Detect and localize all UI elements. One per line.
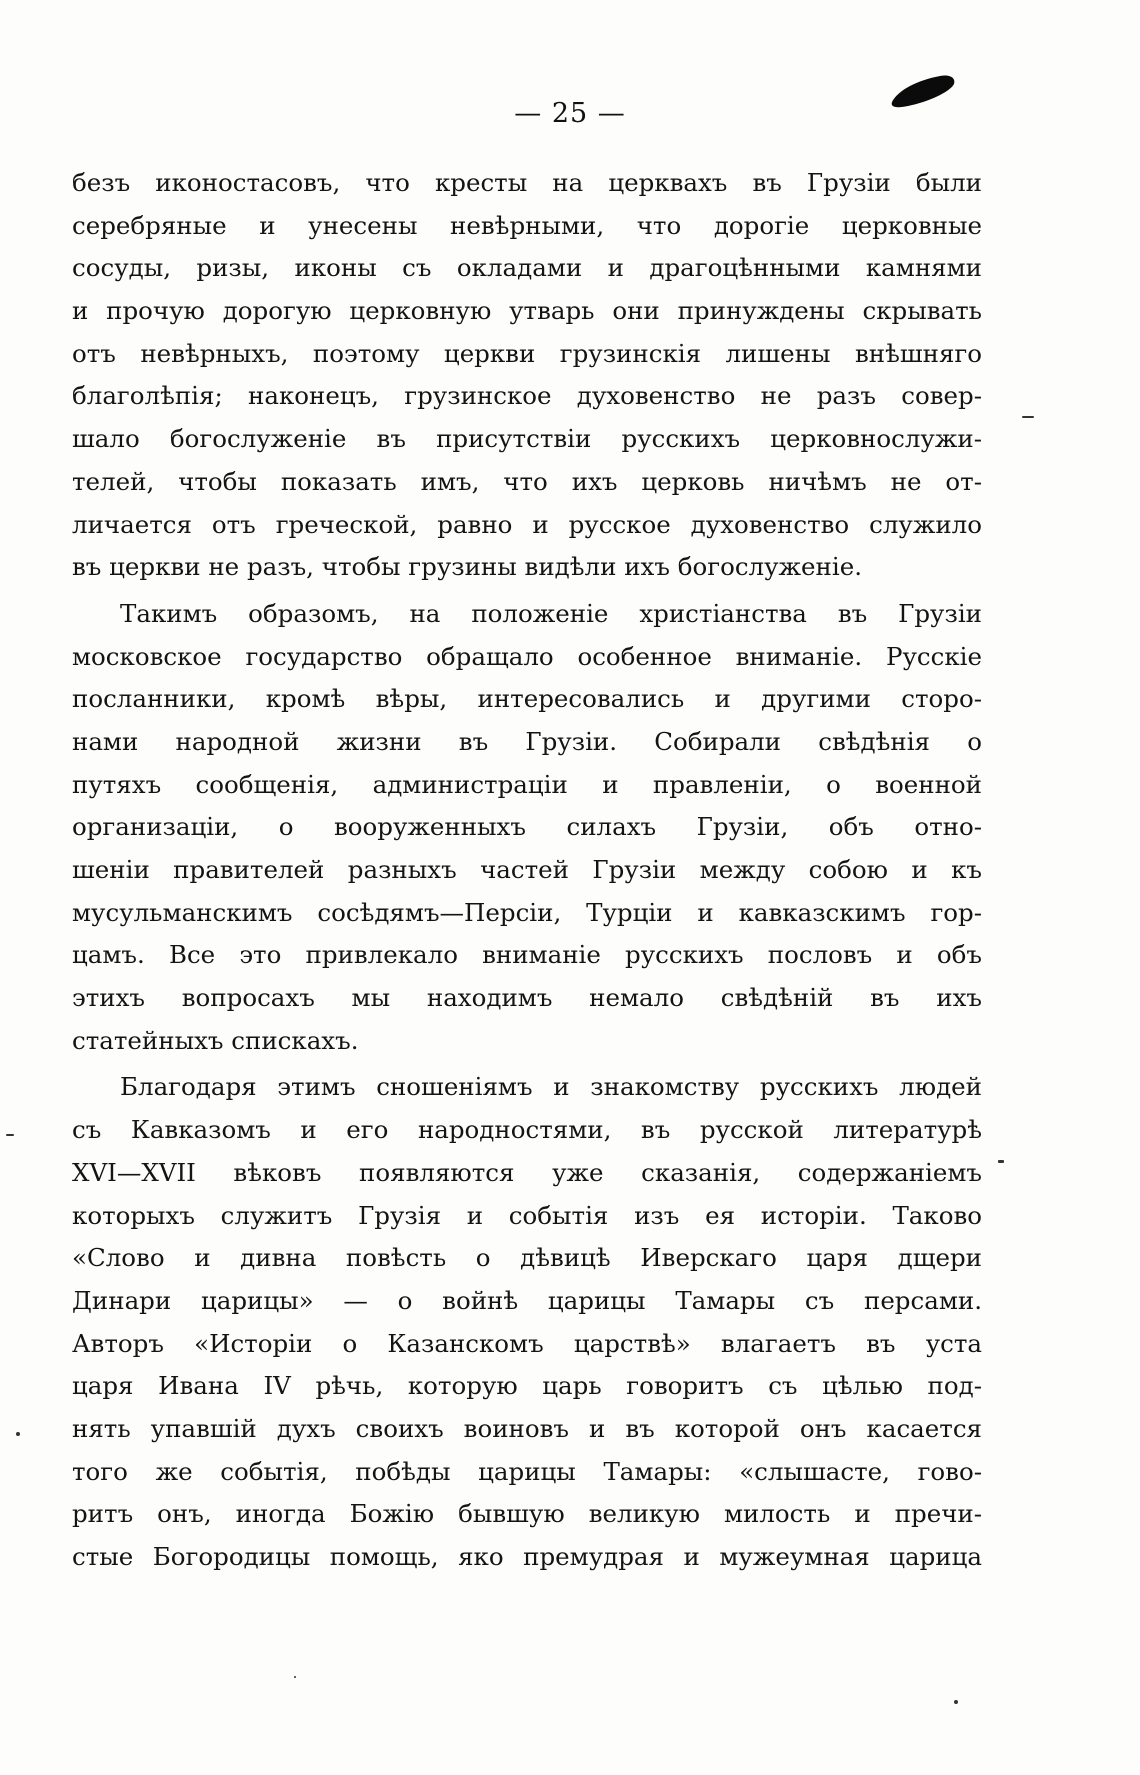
text-line: царя Ивана IV рѣчь, которую царь говоритъ съ цѣлью под- bbox=[72, 1371, 982, 1401]
paragraph-2 bbox=[72, 593, 982, 1063]
text-line: безъ иконостасовъ, что кресты на церквахъ въ Грузіи были bbox=[72, 168, 982, 197]
text-line: серебряные и унесены невѣрными, что дорогіе церковные bbox=[72, 210, 982, 240]
ink-speck bbox=[998, 1160, 1004, 1163]
text-line: путяхъ сообщенія, администраціи и правленіи, о военной bbox=[72, 769, 982, 799]
ink-speck bbox=[16, 1432, 20, 1436]
text-line: цамъ. Все это привлекало вниманіе русскихъ пословъ и объ bbox=[72, 940, 982, 970]
text-line: сосуды, ризы, иконы съ окладами и драгоцѣнными камнями bbox=[72, 253, 982, 283]
text-line: нами народной жизни въ Грузіи. Собирали свѣдѣнія о bbox=[72, 726, 982, 756]
text-line: московское государство обращало особенное вниманіе. Русскіе bbox=[72, 641, 982, 671]
ink-speck bbox=[294, 1676, 296, 1678]
ink-speck bbox=[1022, 416, 1034, 418]
text-line: въ церкви не разъ, чтобы грузины видѣли ихъ богослуженіе. bbox=[72, 552, 863, 582]
text-line: которыхъ служитъ Грузія и событія изъ ея исторіи. Таково bbox=[72, 1200, 982, 1230]
text-line: Авторъ «Исторіи о Казанскомъ царствѣ» влагаетъ въ уста bbox=[72, 1328, 982, 1358]
text-line: личается отъ греческой, равно и русское духовенство служило bbox=[72, 509, 982, 539]
text-line: Благодаря этимъ сношеніямъ и знакомству русскихъ людей bbox=[120, 1072, 982, 1102]
text-line: стые Богородицы помощь, яко премудрая и мужеумная царица bbox=[72, 1542, 982, 1571]
text-line: посланники, кромѣ вѣры, интересовались и другими сторо- bbox=[72, 684, 982, 714]
text-line: благолѣпія; наконецъ, грузинское духовенство не разъ совер- bbox=[72, 381, 982, 411]
text-line: «Слово и дивна повѣсть о дѣвицѣ Иверскаго царя дщери bbox=[72, 1243, 982, 1273]
text-line: Такимъ образомъ, на положеніе христіанства въ Грузіи bbox=[120, 598, 982, 628]
ink-speck bbox=[954, 1700, 958, 1704]
page-number: — 25 — bbox=[514, 98, 626, 129]
text-line: нять упавшій духъ своихъ воиновъ и въ которой онъ касается bbox=[72, 1413, 982, 1443]
text-line: телей, чтобы показать имъ, что ихъ церковь ничѣмъ не от- bbox=[72, 466, 982, 496]
text-line: организаціи, о вооруженныхъ силахъ Грузіи, объ отно- bbox=[72, 812, 982, 842]
text-line: и прочую дорогую церковную утварь они принуждены скрывать bbox=[72, 296, 982, 326]
body-text bbox=[72, 162, 982, 1579]
text-line: того же событія, побѣды царицы Тамары: «слышасте, гово- bbox=[72, 1456, 982, 1486]
ink-speck bbox=[6, 1134, 14, 1136]
text-line: Динари царицы» — о войнѣ царицы Тамары съ персами. bbox=[72, 1285, 982, 1315]
text-line: мусульманскимъ сосѣдямъ—Персіи, Турціи и кавказскимъ гор- bbox=[72, 897, 982, 927]
paragraph-3 bbox=[72, 1066, 982, 1578]
text-line: статейныхъ спискахъ. bbox=[72, 1025, 359, 1055]
text-line: шеніи правителей разныхъ частей Грузіи между собою и къ bbox=[72, 855, 982, 884]
text-line: этихъ вопросахъ мы находимъ немало свѣдѣній въ ихъ bbox=[72, 983, 982, 1013]
text-line: отъ невѣрныхъ, поэтому церкви грузинскія лишены внѣшняго bbox=[72, 338, 982, 368]
paragraph-1 bbox=[72, 162, 982, 589]
text-line: XVI—XVII вѣковъ появляются уже сказанія, содержаніемъ bbox=[72, 1157, 982, 1187]
text-line: ритъ онъ, иногда Божію бывшую великую милость и пречи- bbox=[72, 1499, 982, 1529]
text-line: шало богослуженіе въ присутствіи русскихъ церковнослужи- bbox=[72, 424, 982, 454]
text-line: съ Кавказомъ и его народностями, въ русской литературѣ bbox=[72, 1115, 982, 1145]
